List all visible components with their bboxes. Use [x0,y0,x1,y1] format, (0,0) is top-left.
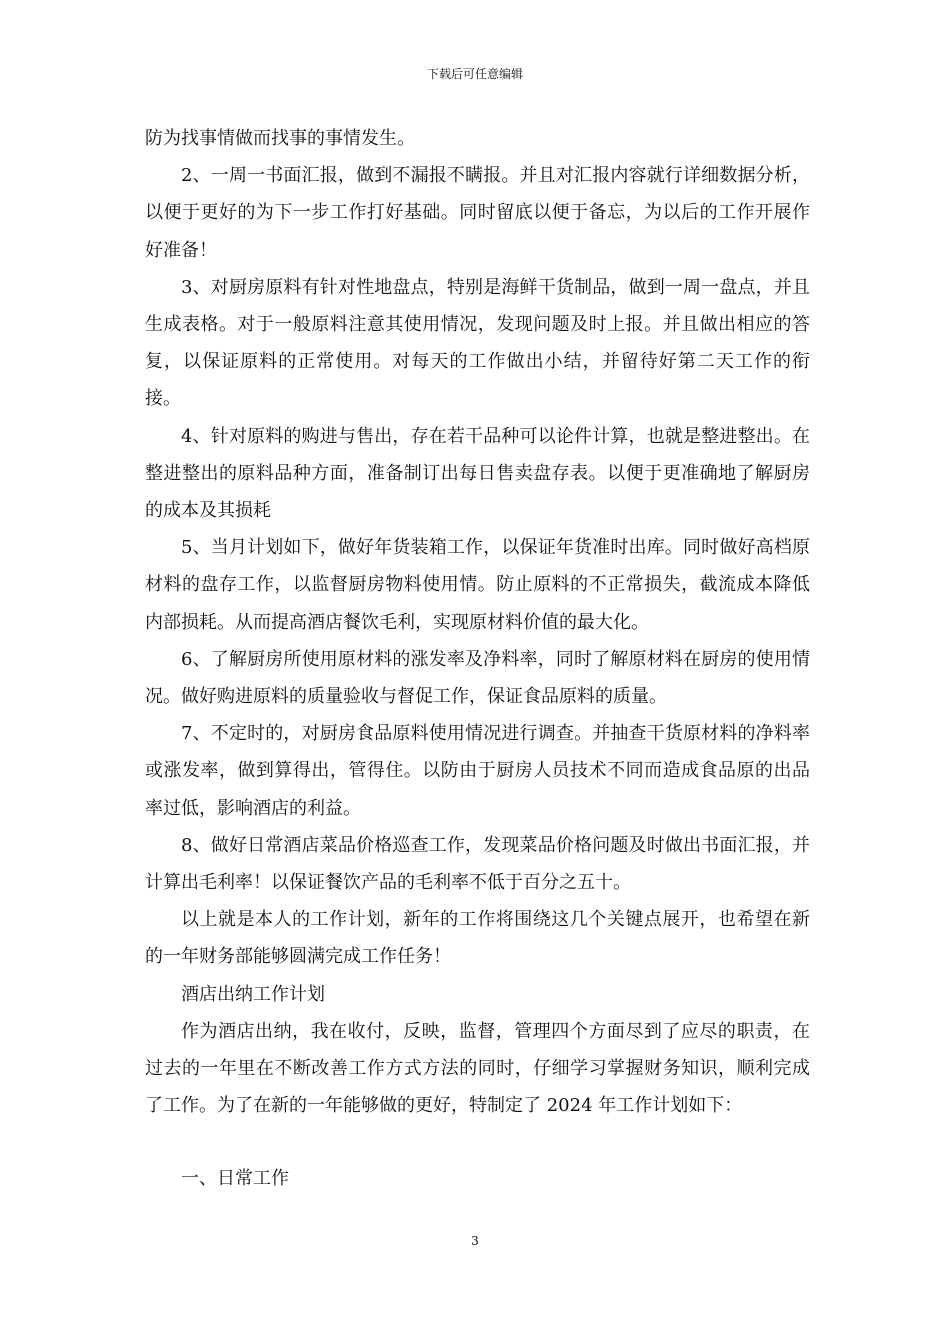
paragraph-item-6: 6、了解厨房所使用原材料的涨发率及净料率，同时了解原材料在厨房的使用情况。做好购进原料的质量验收与督促工作，保证食品原料的质量。 [145,648,810,708]
section-title: 酒店出纳工作计划 [181,983,325,1005]
page-header: 下载后可任意编辑 [426,67,523,81]
paragraph-conclusion: 以上就是本人的工作计划，新年的工作将围绕这几个关键点展开，也希望在新的一年财务部能够圆满完成工作任务！ [145,909,810,968]
paragraph-intro: 作为酒店出纳，我在收付，反映，监督，管理四个方面尽到了应尽的职责，在过去的一年里在不断改善工作方式方法的同时，仔细学习掌握财务知识，顺利完成了工作。为了在新的一年能够做的更好，特制定了 2024 年工作计划如下： [145,1020,810,1117]
page-number: 3 [471,1234,479,1248]
paragraph-item-8: 8、做好日常酒店菜品价格巡查工作，发现菜品价格问题及时做出书面汇报，并计算出毛利率！以保证餐饮产品的毛利率不低于百分之五十。 [145,834,810,894]
section-heading-daily-work: 一、日常工作 [181,1168,289,1190]
paragraph-item-3: 3、对厨房原料有针对性地盘点，特别是海鲜干货制品，做到一周一盘点，并且生成表格。对于一般原料注意其使用情况，发现问题及时上报。并且做出相应的答复，以保证原料的正常使用。对每天的工作做出小结，并留待好第二天工作的衔接。 [145,276,810,410]
paragraph-item-7: 7、不定时的，对厨房食品原料使用情况进行调查。并抽查干货原材料的净料率或涨发率，做到算得出，管得住。以防由于厨房人员技术不同而造成食品原的出品率过低，影响酒店的利益。 [145,723,810,819]
paragraph-continuation: 防为找事情做而找事的事情发生。 [145,128,415,149]
paragraph-item-5: 5、当月计划如下，做好年货装箱工作，以保证年货准时出库。同时做好高档原材料的盘存工作，以监督厨房物料使用情。防止原料的不正常损失，截流成本降低内部损耗。从而提高酒店餐饮毛利，实现原材料价值的最大化。 [145,537,810,633]
paragraph-item-2: 2、一周一书面汇报，做到不漏报不瞒报。并且对汇报内容就行详细数据分析，以便于更好的为下一步工作打好基础。同时留底以便于备忘，为以后的工作开展作好准备！ [145,165,810,261]
document-body [145,120,810,1198]
paragraph-item-4: 4、针对原料的购进与售出，存在若干品种可以论件计算，也就是整进整出。在整进整出的原料品种方面，准备制订出每日售卖盘存表。以便于更准确地了解厨房的成本及其损耗 [145,425,810,522]
